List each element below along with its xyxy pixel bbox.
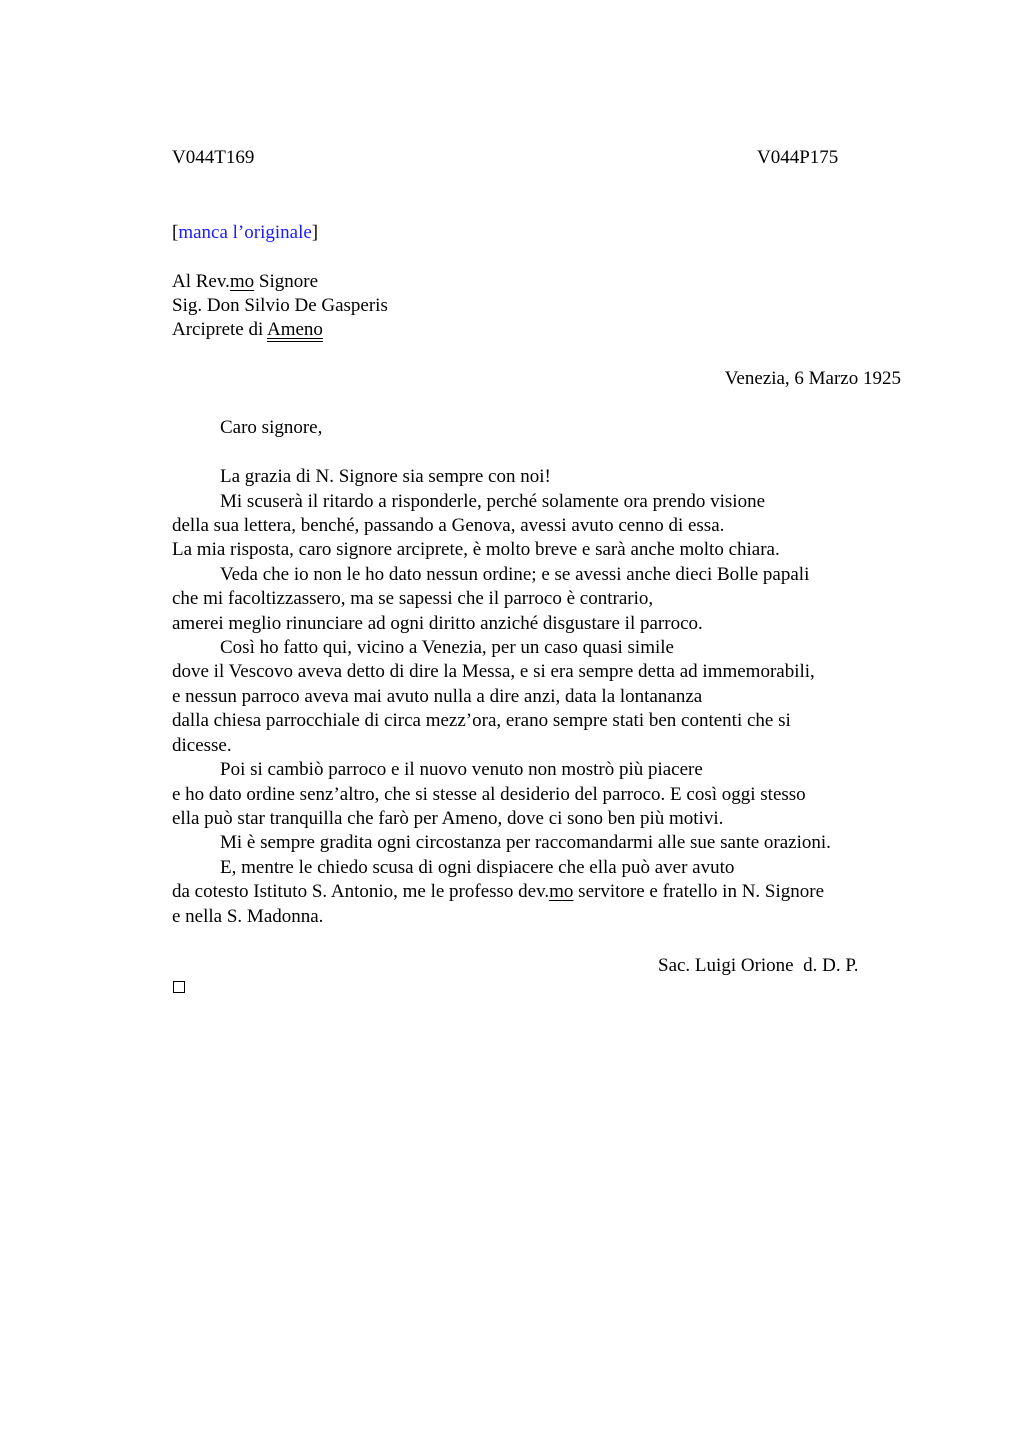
salutation: Caro signore, — [220, 417, 323, 438]
body-line: La mia risposta, caro signore arciprete, è molto breve e sarà anche molto chiara. — [172, 539, 780, 560]
body-line: Veda che io non le ho dato nessun ordine; e se avessi anche dieci Bolle papali — [220, 564, 810, 585]
body-line: Mi scuserà il ritardo a risponderle, perché solamente ora prendo visione — [220, 491, 766, 512]
body-line: Mi è sempre gradita ogni circostanza per raccomandarmi alle sue sante orazioni. — [220, 832, 831, 853]
address-line-1-post: Signore — [254, 271, 319, 292]
body-line: dalla chiesa parrocchiale di circa mezz’ora, erano sempre stati ben contenti che si — [172, 710, 791, 731]
address-line-1-pre: Al Rev. — [172, 271, 230, 292]
body-line: amerei meglio rinunciare ad ogni diritto anziché disgustare il parroco. — [172, 613, 703, 634]
body-line: della sua lettera, benché, passando a Genova, avessi avuto cenno di essa. — [172, 515, 725, 536]
body-line: e ho dato ordine senz’altro, che si stesse al desiderio del parroco. E così oggi stesso — [172, 784, 806, 805]
body-line-19-abbrev: mo — [549, 881, 574, 902]
body-line: La grazia di N. Signore sia sempre con noi! — [220, 466, 551, 487]
body-line: e nella S. Madonna. — [172, 906, 324, 927]
left-code: V044T169 — [172, 147, 255, 168]
body-line-19-pre: da cotesto Istituto S. Antonio, me le professo dev. — [172, 881, 550, 902]
note-text: manca l’originale — [178, 222, 312, 243]
address-line-2: Sig. Don Silvio De Gasperis — [172, 295, 388, 316]
right-code: V044P175 — [757, 147, 839, 168]
note-bracket-open: [ — [172, 222, 179, 243]
body-line: ella può star tranquilla che farò per Ameno, dove ci sono ben più motivi. — [172, 808, 724, 829]
body-line: dove il Vescovo aveva detto di dire la Messa, e si era sempre detta ad immemorabili, — [172, 661, 815, 682]
body-line — [172, 880, 824, 904]
body-line: Poi si cambiò parroco e il nuovo venuto non mostrò più piacere — [220, 759, 703, 780]
address-line-1 — [172, 270, 318, 294]
body-line: che mi facoltizzassero, ma se sapessi che il parroco è contrario, — [172, 588, 654, 609]
body-line: e nessun parroco aveva mai avuto nulla a dire anzi, data la lontananza — [172, 686, 703, 707]
address-place: Ameno — [266, 319, 323, 340]
body-line: E, mentre le chiedo scusa di ogni dispiacere che ella può aver avuto — [220, 857, 735, 878]
address-line-1-abbrev: mo — [229, 271, 255, 292]
body-line-19-post: servitore e fratello in N. Signore — [573, 881, 825, 902]
address-line-3-pre: Arciprete di — [172, 319, 267, 340]
end-marker-box — [173, 981, 185, 993]
address-line-3 — [172, 318, 323, 342]
body-line: dicesse. — [172, 735, 232, 756]
editorial-note — [172, 221, 318, 245]
dateline: Venezia, 6 Marzo 1925 — [724, 368, 901, 389]
signature: Sac. Luigi Orione d. D. P. — [658, 955, 859, 976]
body-line: Così ho fatto qui, vicino a Venezia, per un caso quasi simile — [220, 637, 674, 658]
note-bracket-close: ] — [311, 222, 319, 243]
